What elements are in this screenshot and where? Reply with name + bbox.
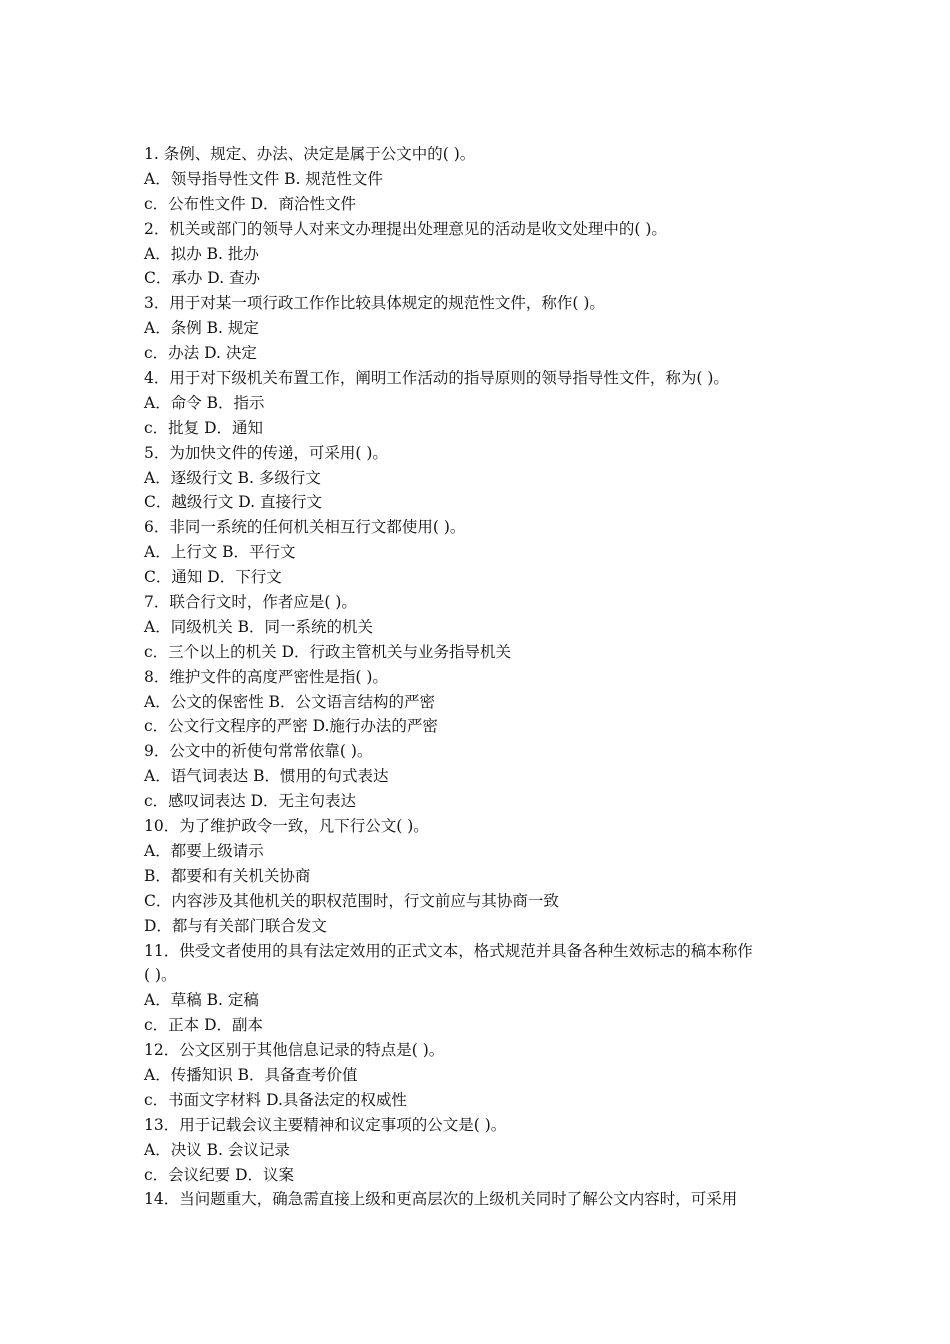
q10-stem: 10．为了维护政令一致，凡下行公文( )。	[144, 817, 429, 836]
q13-options-c-d: c．会议纪要 D．议案	[144, 1165, 295, 1184]
q2-options-a-b: A．拟办 B. 批办	[144, 244, 259, 263]
q7-options-c-d: c．三个以上的机关 D．行政主管机关与业务指导机关	[144, 642, 512, 661]
q10-option-b: B．都要和有关机关协商	[144, 866, 311, 885]
q7-stem: 7．联合行文时，作者应是( )。	[144, 593, 357, 612]
q12-options-c-d: c．书面文字材料 D.具备法定的权威性	[144, 1090, 407, 1109]
q9-options-c-d: c．感叹词表达 D．无主句表达	[144, 792, 357, 811]
q6-options-a-b: A．上行文 B．平行文	[144, 543, 296, 562]
q5-options-a-b: A．逐级行文 B. 多级行文	[144, 468, 321, 487]
q11-options-c-d: c．正本 D．副本	[144, 1016, 264, 1035]
q4-options-a-b: A．命令 B．指示	[144, 393, 265, 412]
q10-option-c: C．内容涉及其他机关的职权范围时，行文前应与其协商一致	[144, 891, 559, 910]
q11-stem: 11．供受文者使用的具有法定效用的正式文本，格式规范并具备各种生效标志的稿本称作	[144, 941, 753, 960]
q9-options-a-b: A．语气词表达 B．惯用的句式表达	[144, 767, 389, 786]
q5-options-c-d: C．越级行文 D. 直接行文	[144, 493, 323, 512]
q8-stem: 8．维护文件的高度严密性是指( )。	[144, 667, 388, 686]
q3-options-c-d: c．办法 D. 决定	[144, 344, 257, 363]
q2-stem: 2．机关或部门的领导人对来文办理提出处理意见的活动是收文处理中的( )。	[144, 219, 667, 238]
q13-options-a-b: A．决议 B. 会议记录	[144, 1140, 290, 1159]
q4-stem: 4．用于对下级机关布置工作，阐明工作活动的指导原则的领导指导性文件，称为( )。	[144, 369, 729, 388]
q8-options-c-d: c．公文行文程序的严密 D.施行办法的严密	[144, 717, 438, 736]
q7-options-a-b: A．同级机关 B．同一系统的机关	[144, 617, 374, 636]
q3-options-a-b: A．条例 B. 规定	[144, 319, 259, 338]
q6-stem: 6．非同一系统的任何机关相互行文都使用( )。	[144, 518, 466, 537]
q11-options-a-b: A．草稿 B. 定稿	[144, 991, 259, 1010]
document-body	[144, 142, 814, 1212]
q12-options-a-b: A．传播知识 B．具备查考价值	[144, 1065, 358, 1084]
q14-stem: 14．当问题重大，确急需直接上级和更高层次的上级机关同时了解公文内容时，可采用	[144, 1190, 738, 1209]
q6-options-c-d: C．通知 D．下行文	[144, 568, 282, 587]
q5-stem: 5．为加快文件的传递，可采用( )。	[144, 443, 388, 462]
q11-stem-continued: ( )。	[144, 966, 177, 985]
q10-option-d: D．都与有关部门联合发文	[144, 916, 327, 935]
q8-options-a-b: A．公文的保密性 B．公文语言结构的严密	[144, 692, 436, 711]
q1-options-a-b: A．领导指导性文件 B. 规范性文件	[144, 169, 383, 188]
q1-options-c-d: c．公布性文件 D．商洽性文件	[144, 194, 357, 213]
q9-stem: 9．公文中的祈使句常常依靠( )。	[144, 742, 373, 761]
q2-options-c-d: C．承办 D. 查办	[144, 269, 261, 288]
q4-options-c-d: c．批复 D．通知	[144, 418, 264, 437]
q13-stem: 13．用于记载会议主要精神和议定事项的公文是( )。	[144, 1115, 507, 1134]
q12-stem: 12．公文区别于其他信息记录的特点是( )。	[144, 1041, 445, 1060]
q10-option-a: A．都要上级请示	[144, 841, 264, 860]
q3-stem: 3．用于对某一项行政工作作比较具体规定的规范性文件，称作( )。	[144, 294, 605, 313]
q1-stem: 1. 条例、规定、办法、决定是属于公文中的( )。	[144, 145, 476, 163]
